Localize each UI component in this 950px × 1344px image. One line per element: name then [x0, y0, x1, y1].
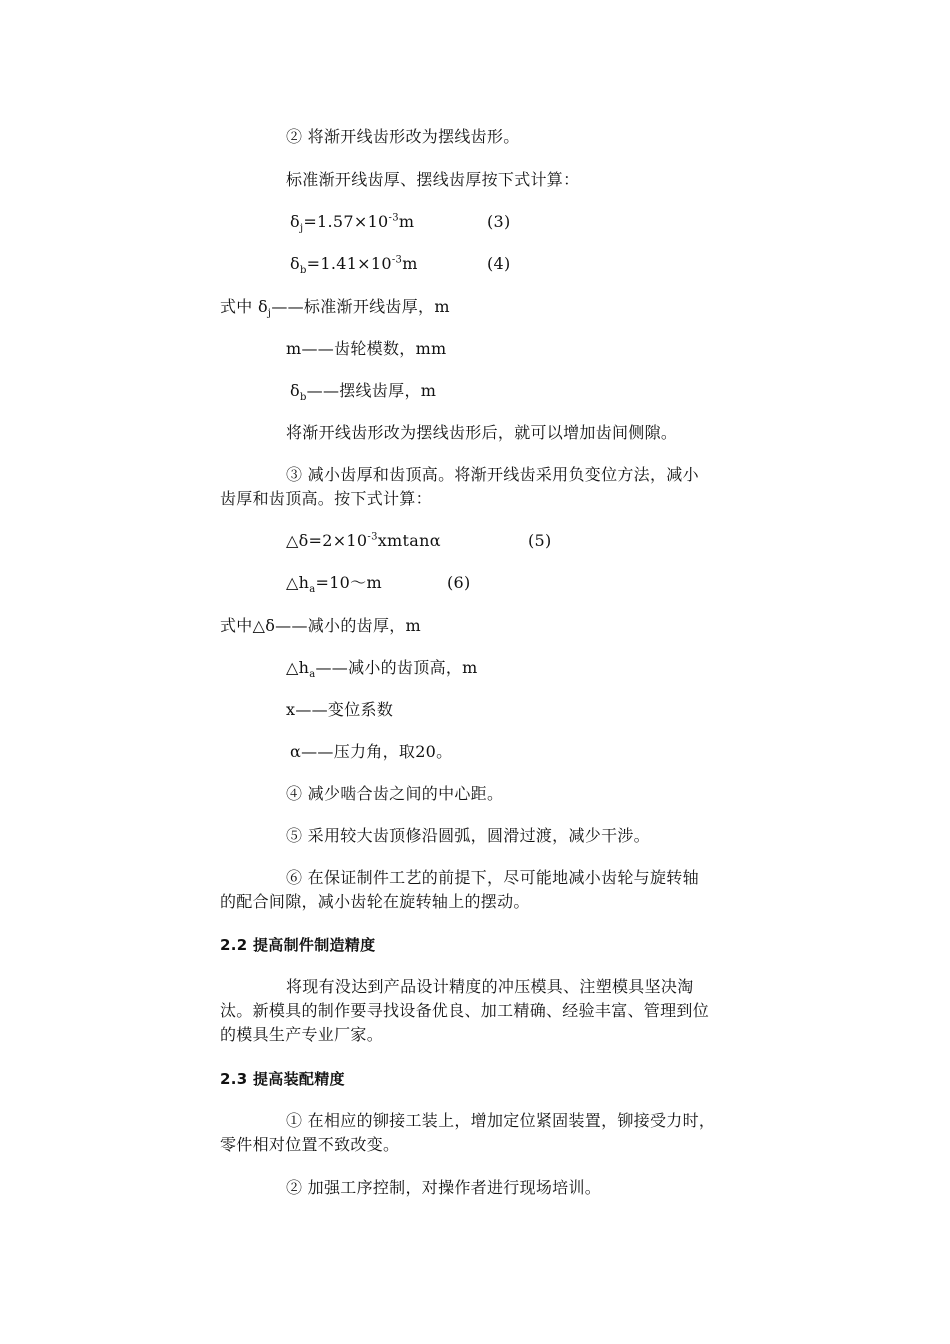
section-heading: 2.2 提高制件制造精度: [220, 936, 376, 954]
equation-4: $\delta_b=1.41\times 10^{-3}m$: [290, 254, 418, 277]
text-line: 的配合间隙，减小齿轮在旋转轴上的摆动。: [220, 892, 530, 911]
definition-line: 式中 $\delta_j——$标准渐开线齿厚，m: [220, 297, 450, 320]
definition-line: 式中△δ——减小的齿厚，m: [220, 616, 422, 635]
equation-number: (4): [487, 254, 511, 273]
text-line: 汰。新模具的制作要寻找设备优良、加工精确、经验丰富、管理到位: [220, 1001, 710, 1020]
equation-6: $\triangle h_a=10\sim m$: [286, 573, 382, 596]
definition-line: m——齿轮模数，mm: [286, 339, 447, 358]
text-line: 将渐开线齿形改为摆线齿形后，就可以增加齿间侧隙。: [286, 423, 678, 442]
text-line: 齿厚和齿顶高。按下式计算：: [220, 489, 432, 508]
equation-number: (3): [487, 212, 511, 231]
text-line: 标准渐开线齿厚、摆线齿厚按下式计算：: [286, 170, 580, 189]
text-line: ② 加强工序控制，对操作者进行现场培训。: [286, 1178, 602, 1197]
equation-5: $\triangle\delta=2\times 10^{-3}xmtan\alpha$: [286, 531, 441, 550]
definition-line: x——变位系数: [286, 700, 394, 719]
equation-number: (6): [447, 573, 471, 592]
text-line: ② 将渐开线齿形改为摆线齿形。: [286, 127, 520, 146]
text-line: ⑥ 在保证制件工艺的前提下，尽可能地减小齿轮与旋转轴: [286, 868, 699, 887]
text-line: 将现有没达到产品设计精度的冲压模具、注塑模具坚决淘: [286, 977, 694, 996]
text-line: ④ 减少啮合齿之间的中心距。: [286, 784, 504, 803]
text-line: ⑤ 采用较大齿顶修沿圆弧，圆滑过渡，减少干涉。: [286, 826, 650, 845]
section-heading: 2.3 提高装配精度: [220, 1070, 345, 1088]
equation-number: (5): [528, 531, 552, 550]
text-line: ③ 减小齿厚和齿顶高。将渐开线齿采用负变位方法，减小: [286, 465, 699, 484]
definition-line: α——压力角，取20。: [290, 742, 453, 761]
text-line: ① 在相应的铆接工装上，增加定位紧固装置，铆接受力时，: [286, 1111, 716, 1130]
definition-line: $\delta_b——$摆线齿厚，m: [290, 381, 437, 404]
text-line: 的模具生产专业厂家。: [220, 1025, 384, 1044]
definition-line: $\triangle h_a——$减小的齿顶高，m: [286, 658, 478, 681]
equation-3: $\delta_j=1.57\times 10^{-3}m$: [290, 212, 415, 235]
text-line: 零件相对位置不致改变。: [220, 1135, 400, 1154]
